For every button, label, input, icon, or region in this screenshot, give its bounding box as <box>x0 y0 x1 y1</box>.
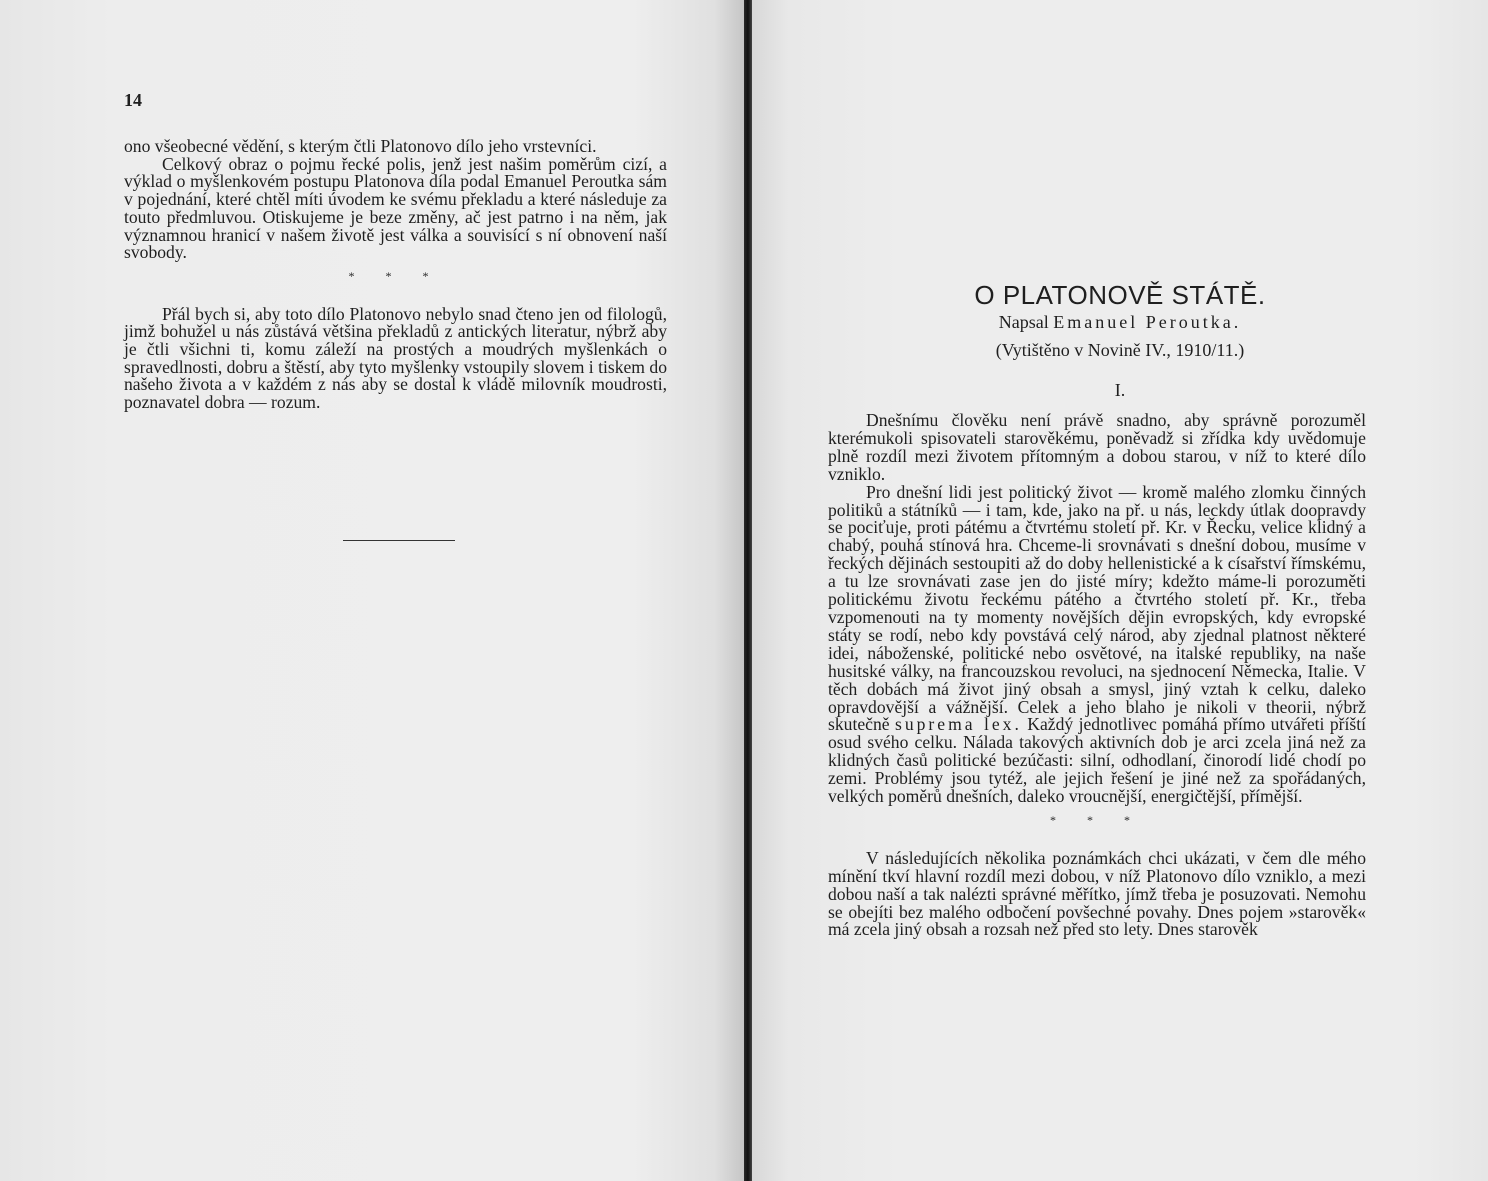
book-gutter <box>744 0 752 1181</box>
section-divider-stars: * * * <box>348 268 443 283</box>
right-page <box>752 0 1488 1181</box>
left-page-text <box>124 138 667 412</box>
byline-prefix: Napsal <box>998 312 1049 332</box>
chapter-title: O PLATONOVĚ STÁTĚ. <box>974 280 1266 310</box>
paragraph <box>828 481 1366 807</box>
end-rule <box>343 540 455 541</box>
paragraph-text: Každý jednotlivec pomáhá přímo utvářeti příští osud svého celku. Nálada takových aktivních dob je arci zcela jiná než za klidných časů politické bezúčasti: silní, odhodlaní, činorodí lidé chodí po zemi. Problémy jsou tytéž, ale jejich řešení je jiné než za spořádaných, velkých poměrů dnešních, daleko vroucnější, energičtější, přímější. <box>828 714 1366 807</box>
page-number: 14 <box>124 90 142 110</box>
paragraph: Celkový obraz o pojmu řecké polis, jenž jest našim poměrům cizí, a výklad o myšlenkovém postupu Platonova díla podal Emanuel Peroutka sám v pojednání, které chtěl míti úvodem ke svému překladu a které následuje za touto předmluvou. Otiskujeme je beze změny, ač jest patrno i na něm, jak významnou hranicí v našem životě jest válka a souvisící s ní obnovení naší svobody. <box>124 153 667 263</box>
emphasized-phrase: suprema lex. <box>894 714 1022 735</box>
paragraph-text: Pro dnešní lidi jest politický život — kromě malého zlomku činných politiků a státníků — i tam, kde, jako na př. u nás, leckdy útlak doopravdy se pociťuje, proti pátému a čtvrtému století př. Kr. v Řecku, velice klidný a chabý, pouhá stínová hra. Chceme-li srovnávati s dnešní dobou, musíme v řeckých dějinách sestoupiti až do doby hellenistické a k císařství římskému, a tu lze srovnávati zase jen do jisté míry; kdežto máme-li porozuměti politickému životu řeckému pátého a čtvrtého století př. Kr., třeba vzpomenouti na ty momenty novějších dějin evropských, kdy evropské státy se rodí, nebo kdy povstává celý národ, aby zjednal platnost některé idei, náboženské, politické nebo osvětové, na italské republiky, na naše husitské války, na francouzskou revoluci, na sjednocení Německa, Italie. V těch dobách má život jiný obsah a smysl, jiný vztah k celku, daleko opravdovější a vážnější. Celek a jeho blaho je nikoli v theorii, nýbrž skutečně <box>828 481 1366 735</box>
source-note: (Vytištěno v Novině IV., 1910/11.) <box>995 340 1245 360</box>
paragraph: V následujících několika poznámkách chci ukázati, v čem dle mého mínění tkví hlavní rozdíl mezi dobou, v níž Platonovo dílo vzniklo, a mezi dobou naší a tak nalézti správné měřítko, jímž třeba je posuzovati. Nemohu se obejíti bez malého odbočení povšechné povahy. Dnes pojem »starověk« má zcela jiný obsah a rozsah než před sto lety. Dnes starověk <box>828 847 1366 940</box>
paragraph: Přál bych si, aby toto dílo Platonovo nebylo snad čteno jen od filologů, jimž bohužel u nás zůstává většina překladů z antických literatur, nýbrž aby je čtli všichni ti, komu záleží na prostých a moudrých myšlenkách o spravedlnosti, dobru a štěstí, aby tyto myšlenky vstoupily slovem i tiskem do našeho života a v každém z nás aby se dostal k vládě milovník moudrosti, poznavatel dobra — rozum. <box>124 303 667 413</box>
paragraph: ono všeobecné vědění, s kterým čtli Platonovo dílo jeho vrstevníci. <box>124 136 597 156</box>
section-divider-stars: * * * <box>1050 812 1144 827</box>
paragraph: Dnešnímu člověku není právě snadno, aby správně porozuměl kterémukoli spisovateli starověkému, poněvadž si zřídka kdy uvědomuje plně rozdíl mezi životem přítomným a dobou starou, v níž to které dílo vzniklo. <box>828 410 1366 484</box>
right-page-text <box>828 412 1366 939</box>
byline <box>752 312 1488 333</box>
byline-author: Emanuel Peroutka. <box>1053 312 1242 332</box>
section-number: I. <box>1114 380 1126 400</box>
